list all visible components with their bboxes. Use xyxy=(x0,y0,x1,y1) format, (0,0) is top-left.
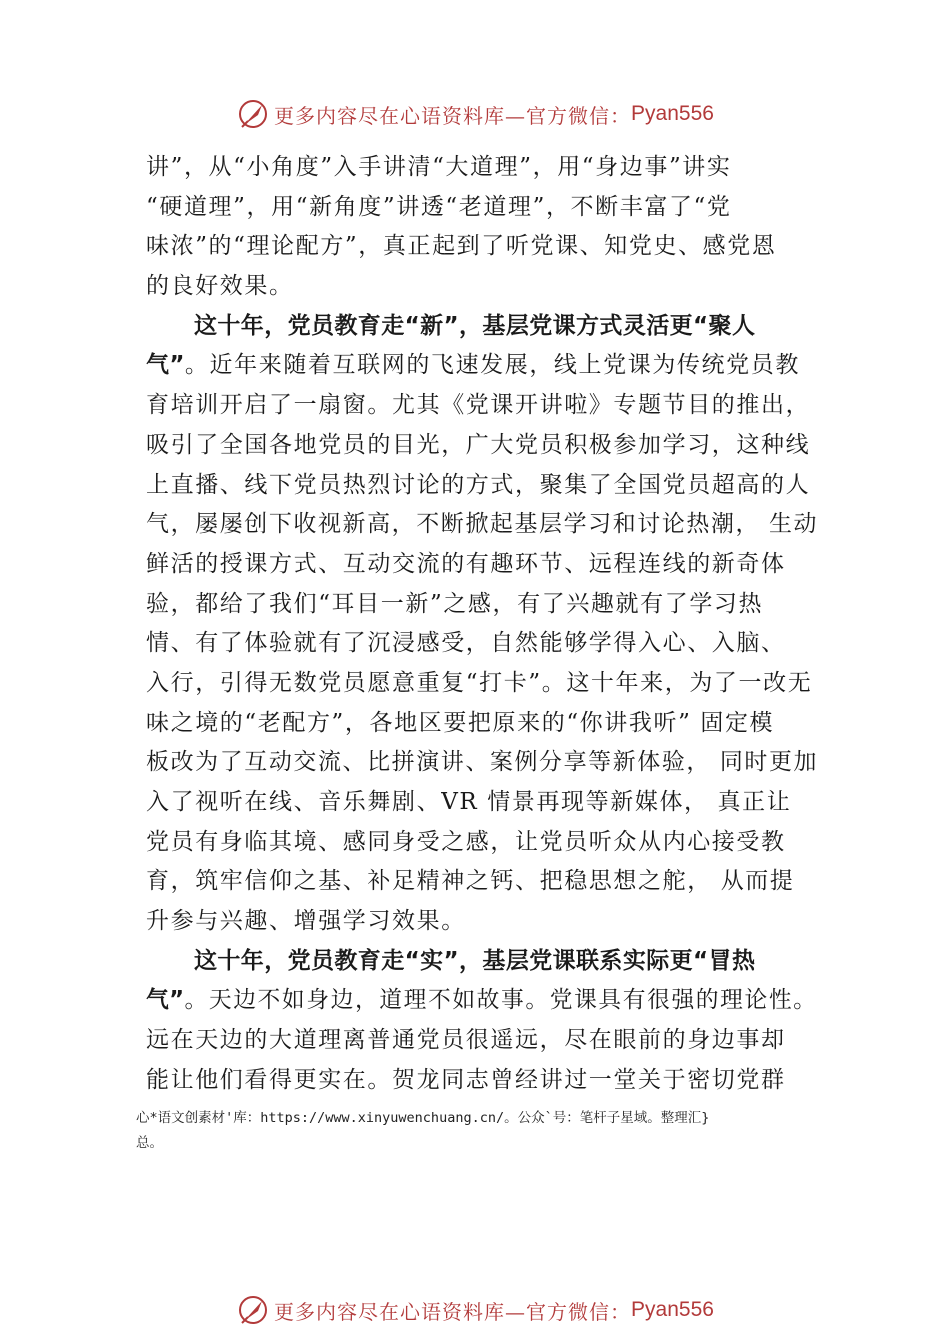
text-line xyxy=(146,426,818,466)
text-line xyxy=(146,505,817,545)
section-heading: 这十年，党员教育走“新”，基层党课方式灵活更“聚人 xyxy=(194,312,756,339)
footer-line-2: 总。 xyxy=(136,1135,163,1151)
paragraph-text: 讲”，从“小角度”入手讲清“大道理”，用“身边事”讲实 xyxy=(146,154,732,180)
text-line xyxy=(146,1021,818,1061)
footer-note xyxy=(136,1106,826,1156)
paragraph-text: 能让他们看得更实在。贺龙同志曾经讲过一堂关于密切党群 xyxy=(146,1066,786,1093)
paragraph-text: 板改为了互动交流、比拼演讲、案例分享等新体验， 同时更加 xyxy=(146,749,819,776)
text-line xyxy=(146,942,818,982)
section-heading: 这十年，党员教育走“实”，基层党课联系实际更“冒热 xyxy=(194,947,756,974)
text-line xyxy=(146,545,818,585)
paragraph-text: 升参与兴趣、增强学习效果。 xyxy=(146,908,466,935)
paragraph-text: 验，都给了我们“耳目一新”之感，有了兴趣就有了学习热 xyxy=(146,590,764,617)
paragraph-text: 。天边不如身边，道理不如故事。党课具有很强的理论性。 xyxy=(184,987,818,1014)
paragraph-text: 。近年来随着互联网的飞速发展，线上党课为传统党员教 xyxy=(184,352,800,379)
text-line xyxy=(146,981,818,1021)
text-line xyxy=(146,783,818,823)
text-line xyxy=(146,267,818,307)
paragraph-text: 党员有身临其境、感同身受之感，让党员听众从内心接受教 xyxy=(146,828,786,855)
paragraph-text: 气，屡屡创下收视新高，不断掀起基层学习和讨论热潮， 生动 xyxy=(146,511,819,538)
paragraph-text: 鲜活的授课方式、互动交流的有趣环节、远程连线的新奇体 xyxy=(146,550,786,577)
text-line xyxy=(146,902,818,942)
paragraph-text: 入了视听在线、音乐舞剧、VR 情景再现等新媒体， 真正让 xyxy=(146,789,792,815)
paragraph-text: 的良好效果。 xyxy=(146,273,294,300)
text-line xyxy=(146,227,818,267)
paragraph-text: 味之境的“老配方”，各地区要把原来的“你讲我听” 固定模 xyxy=(146,709,775,736)
footer-line-1: 心*语文创素材'库：https://www.xinyuwenchuang.cn/。公众`号：笔杆子星域。整理汇} xyxy=(136,1110,710,1126)
quill-logo-icon xyxy=(236,1293,270,1327)
banner-text: 更多内容尽在心语资料库—官方微信： xyxy=(274,1299,632,1324)
paragraph-text: 育，筑牢信仰之基、补足精神之钙、把稳思想之舵， 从而提 xyxy=(146,868,795,895)
banner-wechat-id: Pyan556 xyxy=(631,102,714,125)
text-line xyxy=(146,624,818,664)
paragraph-text: 远在天边的大道理离普通党员很遥远，尽在眼前的身边事却 xyxy=(146,1027,786,1054)
text-line xyxy=(146,1061,818,1101)
paragraph-text: 味浓”的“理论配方”，真正起到了听党课、知党史、感党恩 xyxy=(146,233,777,260)
banner-text: 更多内容尽在心语资料库—官方微信： xyxy=(274,103,632,128)
text-line xyxy=(146,862,818,902)
paragraph-text: 吸引了全国各地党员的目光，广大党员积极参加学习，这种线 xyxy=(146,431,811,458)
paragraph-text: “硬道理”，用“新角度”讲透“老道理”，不断丰富了“党 xyxy=(146,193,732,220)
document-body xyxy=(146,148,818,1101)
text-line xyxy=(146,346,818,386)
text-line xyxy=(146,704,818,744)
paragraph-text: 入行，引得无数党员愿意重复“打卡”。这十年来，为了一改无 xyxy=(146,669,813,696)
section-heading: 气” xyxy=(146,987,185,1014)
text-line xyxy=(146,466,818,506)
text-line xyxy=(146,823,818,863)
paragraph-text: 上直播、线下党员热烈讨论的方式，聚集了全国党员超高的人 xyxy=(146,471,811,498)
text-line xyxy=(146,585,818,625)
text-line xyxy=(146,386,818,426)
banner-wechat-id: Pyan556 xyxy=(631,1298,714,1321)
text-line xyxy=(146,664,818,704)
footer-banner xyxy=(0,1290,950,1330)
text-line xyxy=(146,743,817,783)
paragraph-text: 情、有了体验就有了沉浸感受，自然能够学得入心、入脑、 xyxy=(146,630,786,657)
text-line xyxy=(146,148,818,188)
section-heading: 气” xyxy=(146,352,185,379)
header-banner xyxy=(0,94,950,134)
text-line xyxy=(146,307,818,347)
text-line xyxy=(146,188,818,228)
quill-logo-icon xyxy=(236,97,270,131)
paragraph-text: 育培训开启了一扇窗。尤其《党课开讲啦》专题节目的推出， xyxy=(146,392,811,419)
